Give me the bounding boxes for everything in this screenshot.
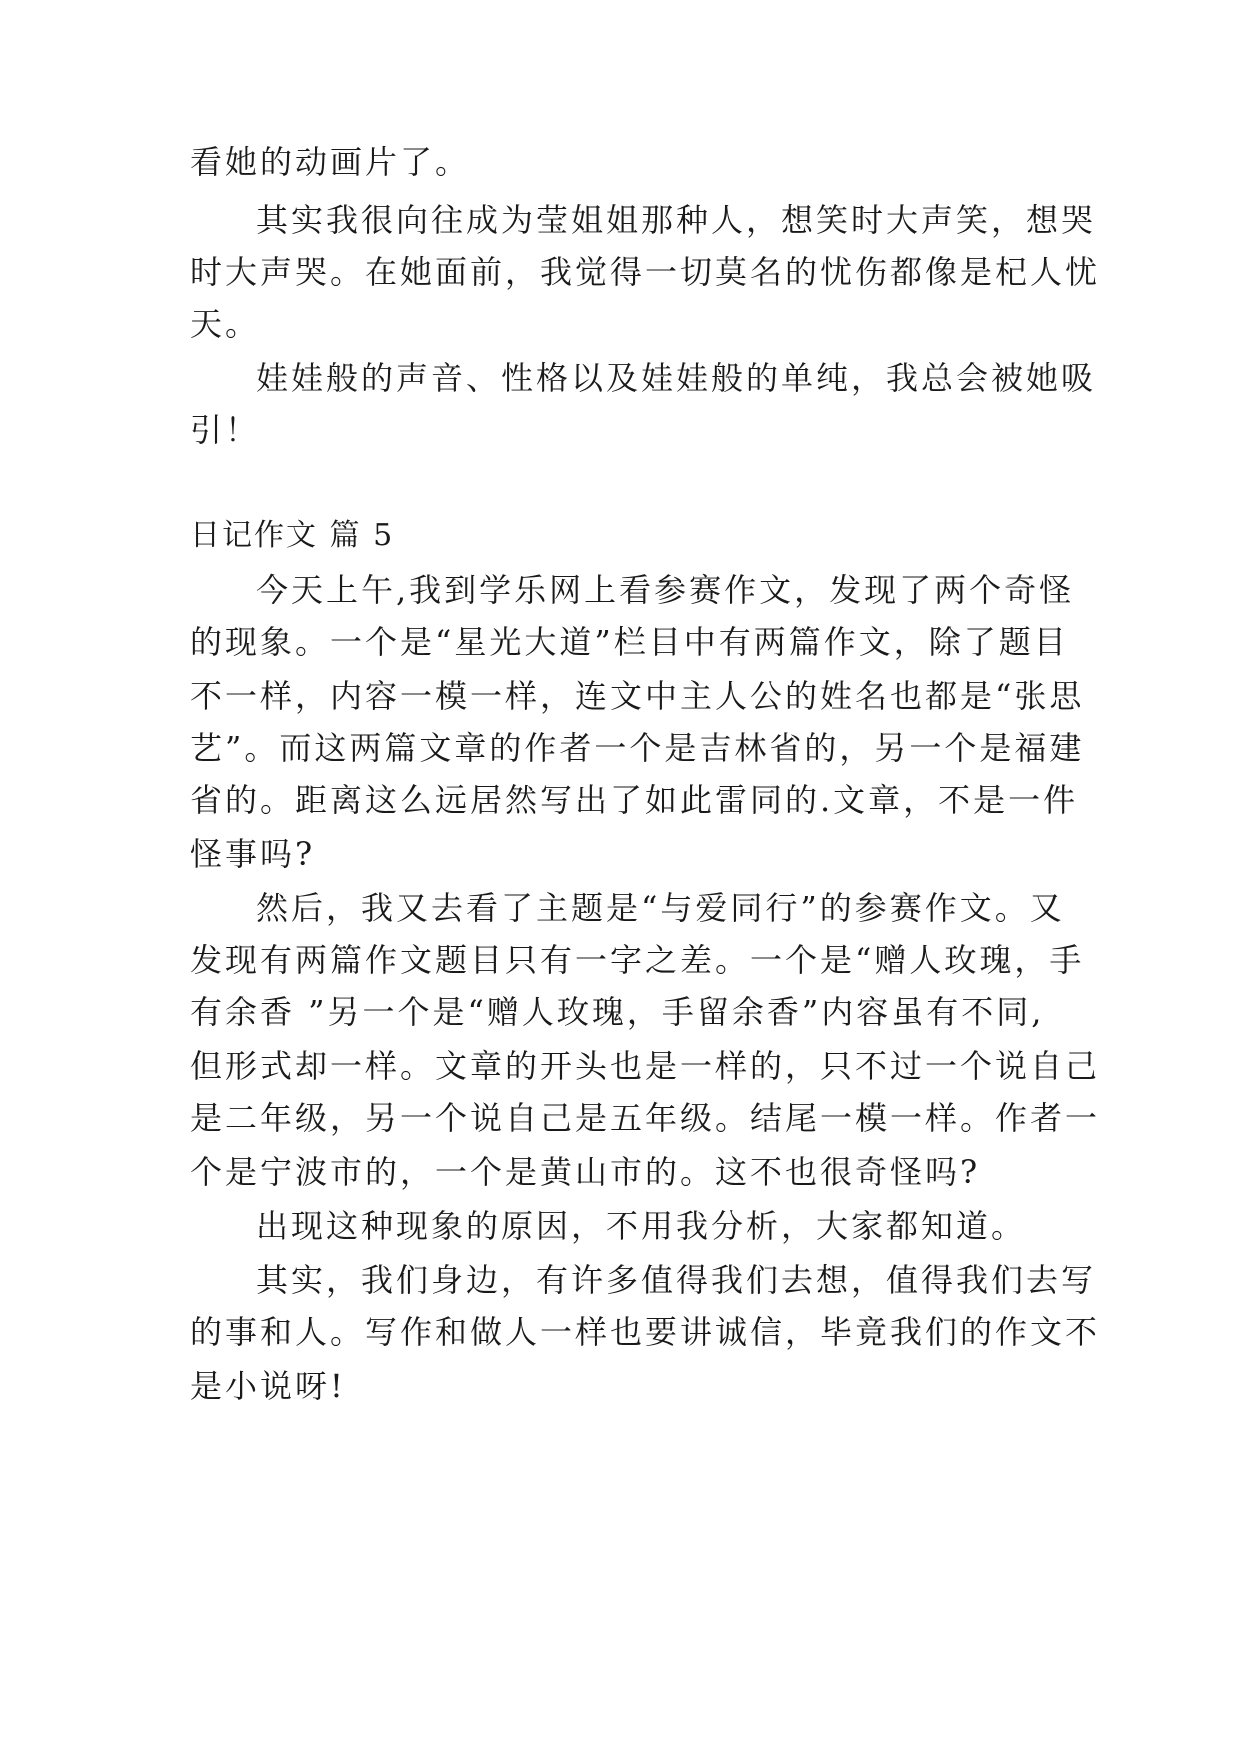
paragraph-line: 艺”。而这两篇文章的作者一个是吉林省的，另一个是福建: [190, 729, 1085, 767]
paragraph-line: 不一样，内容一模一样，连文中主人公的姓名也都是“张思: [190, 677, 1085, 715]
paragraph-line: 然后，我又去看了主题是“与爱同行”的参赛作文。又: [256, 889, 1065, 927]
paragraph-line: 引！: [190, 411, 261, 449]
paragraph-line: 其实，我们身边，有许多值得我们去想，值得我们去写: [256, 1261, 1097, 1299]
paragraph-line: 个是宁波市的，一个是黄山市的。这不也很奇怪吗?: [190, 1153, 981, 1191]
paragraph-line: 有余香 ”另一个是“赠人玫瑰，手留余香”内容虽有不同,: [190, 993, 1045, 1031]
section-heading: 日记作文 篇 5: [190, 518, 395, 553]
paragraph-line: 省的。距离这么远居然写出了如此雷同的.文章，不是一件: [190, 781, 1079, 819]
paragraph-line: 是小说呀!: [190, 1367, 346, 1405]
paragraph-line: 的现象。一个是“星光大道”栏目中有两篇作文，除了题目: [190, 623, 1069, 661]
paragraph-line: 娃娃般的声音、性格以及娃娃般的单纯，我总会被她吸: [256, 359, 1097, 397]
paragraph-line: 今天上午,我到学乐网上看参赛作文，发现了两个奇怪: [256, 571, 1075, 609]
paragraph-line: 但形式却一样。文章的开头也是一样的，只不过一个说自己: [190, 1047, 1101, 1085]
paragraph-line: 发现有两篇作文题目只有一字之差。一个是“赠人玫瑰，手: [190, 941, 1085, 979]
paragraph-line: 的事和人。写作和做人一样也要讲诚信，毕竟我们的作文不: [190, 1313, 1101, 1351]
paragraph-line: 怪事吗?: [190, 835, 316, 873]
paragraph-line: 时大声哭。在她面前，我觉得一切莫名的忧伤都像是杞人忧: [190, 253, 1101, 291]
paragraph-line: 看她的动画片了。: [190, 143, 471, 181]
paragraph-line: 出现这种现象的原因，不用我分析，大家都知道。: [256, 1207, 1027, 1245]
paragraph-line: 其实我很向往成为莹姐姐那种人，想笑时大声笑，想哭: [256, 201, 1097, 239]
paragraph-line: 是二年级，另一个说自己是五年级。结尾一模一样。作者一: [190, 1099, 1101, 1137]
paragraph-line: 天。: [190, 305, 261, 343]
